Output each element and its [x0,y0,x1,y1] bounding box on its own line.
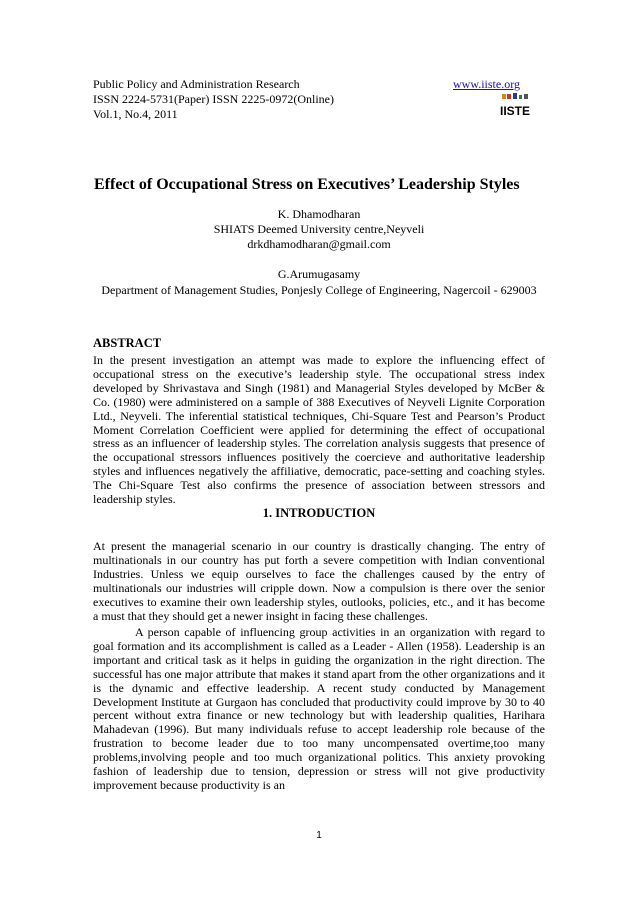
author-block-1 [93,207,545,282]
journal-name: Public Policy and Administration Research [93,77,300,91]
iiste-logo [498,93,532,119]
author-affiliation: Department of Management Studies, Ponjesly College of Engineering, Nagercoil - 629003 [101,283,537,297]
author-name: G.Arumugasamy [277,267,361,281]
journal-website-link[interactable]: www.iiste.org [453,77,520,91]
introduction-heading: 1. INTRODUCTION [262,506,376,520]
journal-volume: Vol.1, No.4, 2011 [93,107,178,121]
body-paragraph: At present the managerial scenario in our country is drastically changing. The entry of multinationals in our country has put forth a severe competition with Indian conventional Industries. Unless we equip ourselves to face the challenges caused by the entry of multinationals our industries will cripple down. Now a compulsion is there over the senior executives to examine their own leadership styles, outlooks, policies, etc., and it has become a must that they should get a newer insight in facing these challenges. [93,539,545,623]
page-number: 1 [316,830,322,841]
journal-header [93,77,433,122]
abstract-text: In the present investigation an attempt was made to explore the influencing effect of occupational stress on the executive’s leadership style. The occupational stress index developed by Shrivastava and Singh (1981) and Managerial Styles developed by McBer & Co. (1980) were administered on a sample of 388 Executives of Neyveli Lignite Corporation Ltd., Neyveli. The inferential statistical techniques, Chi-Square Test and Pearson’s Product Moment Correlation Coefficient were applied for determining the effect of occupational stress as an influencer of leadership styles. The correlation analysis suggests that presence of the occupational stressors influences positively the coercieve and authoritative leadership styles and influences negatively the affiliative, democratic, pace-setting and coaching styles. The Chi-Square Test also confirms the presence of association between stressors and leadership styles. [93,353,545,507]
author-affiliation: SHIATS Deemed University centre,Neyveli [213,222,425,236]
svg-text:IISTE: IISTE [499,104,531,118]
paper-title: Effect of Occupational Stress on Executives’ Leadership Styles [94,176,520,193]
author-name: K. Dhamodharan [277,207,361,221]
body-paragraph: A person capable of influencing group activities in an organization with regard to goal formation and its accomplishment is called as a Leader - Allen (1958). Leadership is an important and critical task as it helps in guiding the organization in the right direction. The successful has one major attribute that makes it stand apart from the other organizations and it is the dynamic and effective leadership. A recent study conducted by Management Development Institute at Gurgaon has concluded that productivity could improve by 30 to 40 percent without extra finance or new technology but with leadership qualities, Harihara Mahadevan (1996). But many individuals refuse to accept leadership role because of the frustration to become leader due to too many uncompensated overtime,too many problems,involving people and too much organizational politics. This anxiety provoking fashion of leadership due to tension, depression or stress will not give productivity improvement because productivity is an [93,625,545,792]
journal-issn: ISSN 2224-5731(Paper) ISSN 2225-0972(Online) [93,92,334,106]
abstract-heading: ABSTRACT [93,336,162,350]
author-email: drkdhamodharan@gmail.com [247,237,391,251]
